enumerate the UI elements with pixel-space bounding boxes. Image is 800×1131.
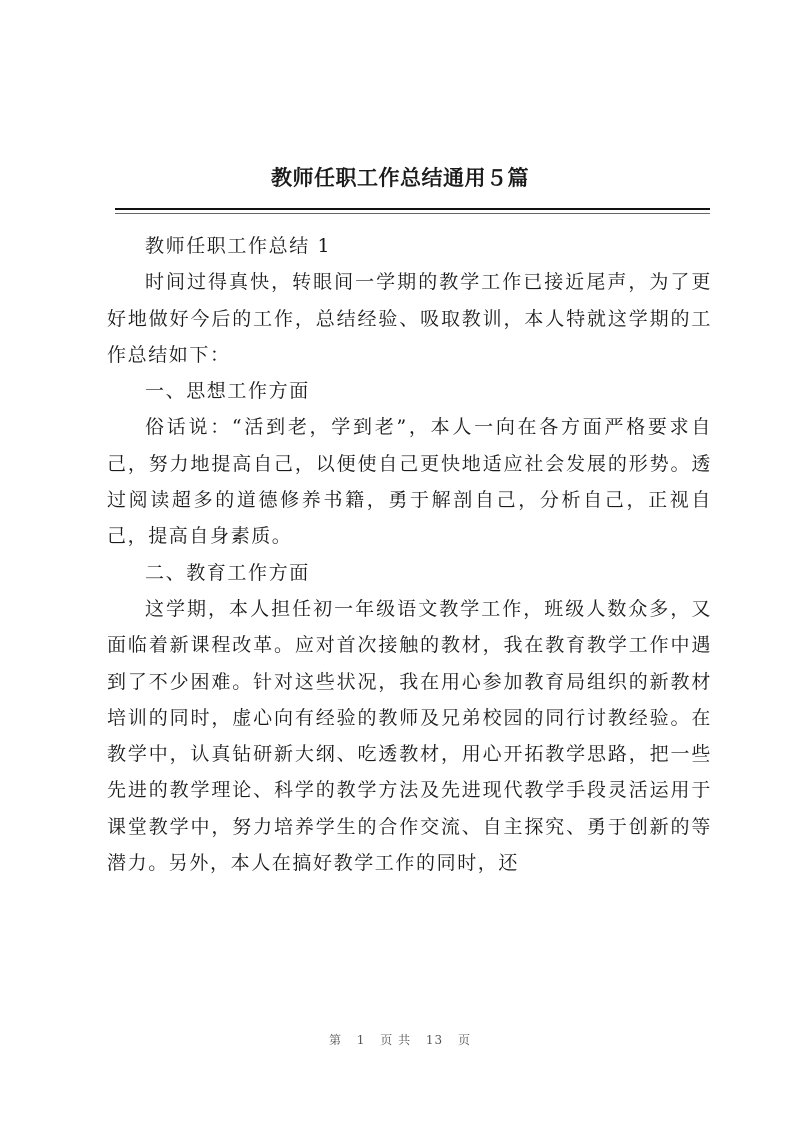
subsection-heading-education: 二、教育工作方面 (145, 561, 310, 584)
footer-prefix: 第 (328, 1033, 342, 1047)
title-rule-thin (115, 213, 710, 214)
footer-middle: 页 共 (380, 1033, 412, 1047)
subsection-heading-thought: 一、思想工作方面 (145, 380, 310, 403)
document-title: 教师任职工作总结通用５篇 (271, 166, 529, 190)
title-rule-thick (115, 208, 710, 210)
page-footer (0, 1031, 800, 1048)
paragraph-education: 这学期，本人担任初一年级语文教学工作，班级人数众多，又面临着新课程改革。应对首次接触的教材，我在教育教学工作中遇到了不少困难。针对这些状况，我在用心参加教育局组织的新教材培训的同时，虚心向有经验的教师及兄弟校园的同行讨教经验。在教学中，认真钻研新大纲、吃透教材，用心开拓教学思路，把一些先进的教学理论、科学的教学方法及先进现代教学手段灵活运用于课堂教学中，努力培养学生的合作交流、自主探究、勇于创新的等潜力。另外，本人在搞好教学工作的同时，还 (107, 597, 712, 875)
paragraph-thought: 俗话说：“活到老，学到老”，本人一向在各方面严格要求自己，努力地提高自己，以便使自己更快地适应社会发展的形势。透过阅读超多的道德修养书籍，勇于解剖自己，分析自己，正视自己，提高自身素质。 (107, 416, 712, 548)
paragraph-intro: 时间过得真快，转眼间一学期的教学工作已接近尾声，为了更好地做好今后的工作，总结经验、吸取教训，本人特就这学期的工作总结如下： (107, 271, 712, 366)
footer-suffix: 页 (458, 1033, 472, 1047)
footer-total-pages: 13 (425, 1033, 444, 1047)
section-heading: 教师任职工作总结 1 (145, 235, 332, 257)
footer-page-number: 1 (356, 1033, 366, 1047)
document-body (107, 228, 712, 881)
